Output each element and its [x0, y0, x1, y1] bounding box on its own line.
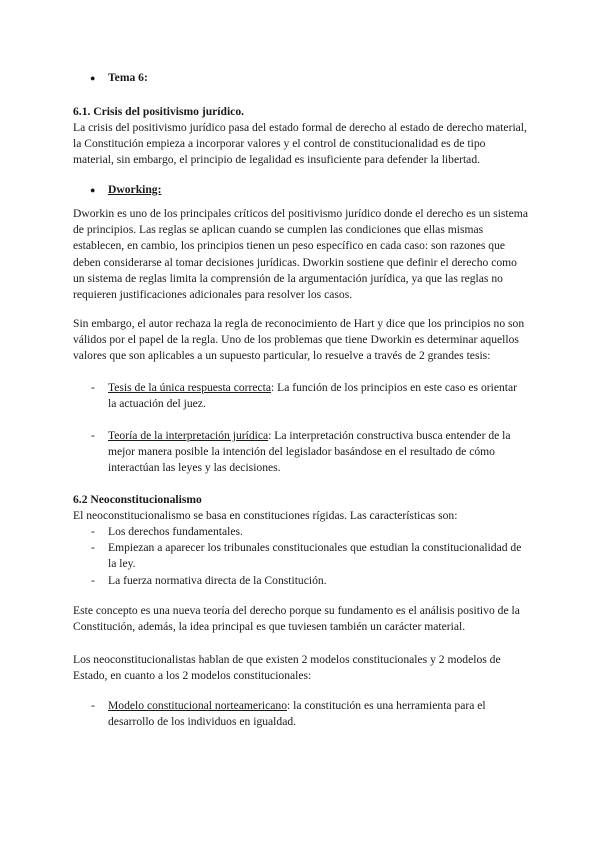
bullet-icon: ●	[90, 185, 96, 195]
section-6-2-intro: El neoconstitucionalismo se basa en constituciones rígidas. Las características son:	[73, 509, 458, 522]
section-6-2-paragraph-1: Este concepto es una nueva teoría del derecho porque su fundamento es el análisis positivo de la Constitución, además, la idea principal es que tuviesen también un carácter material.	[73, 604, 520, 634]
dworking-paragraph-2: Sin embargo, el autor rechaza la regla de reconocimiento de Hart y dice que los principios no son válidos por el papel de la regla. Uno de los problemas que tiene Dworkin es determinar aquellos valores que son aplicables a un supuesto particular, lo resuelve a través de 2 grandes tesis:	[73, 317, 525, 363]
bullet-icon: ●	[90, 73, 96, 83]
list-item: - Empiezan a aparecer los tribunales constitucionales que estudian la constitucionalidad de la ley.	[73, 540, 528, 572]
modelo-text: : la constitución es una herramienta para el desarrollo de los individuos en igualdad.	[108, 699, 486, 729]
list-item: - Los derechos fundamentales.	[73, 524, 528, 540]
section-6-1-body: La crisis del positivismo jurídico pasa del estado formal de derecho al estado de derecho material, la Constitución empieza a incorporar valores y el control de constitucionalidad es de tipo material, sin embargo, el principio de legalidad es insuficiente para defender la libertad.	[73, 121, 527, 167]
list-item	[73, 380, 528, 412]
dworking-paragraph-1: Dworkin es uno de los principales críticos del positivismo jurídico donde el derecho es un sistema de principios. Las reglas se aplican cuando se cumplen las condiciones que ellas mismas establecen, en cambio, los principios tienen un peso específico en cada caso: son razones que deben considerarse al tomar decisiones jurídicas. Dworkin sostiene que definir el derecho como un sistema de reglas limita la comprensión de la argumentación jurídica, ya que las reglas no requieren justificaciones adicionales para resolver los casos.	[73, 207, 528, 302]
tesis-term: Tesis de la única respuesta correcta	[108, 381, 272, 394]
tema-label: Tema 6:	[108, 71, 148, 84]
tesis-text: : La interpretación constructiva busca entender de la mejor manera posible la intención del legislador basándose en el resultado de cómo interactúan las leyes y las decisiones.	[108, 429, 511, 475]
modelo-term: Modelo constitucional norteamericano	[108, 699, 288, 712]
modelo-list	[73, 698, 528, 730]
tesis-text: : La función de los principios en este caso es orientar la actuación del juez.	[108, 381, 517, 411]
tesis-list	[73, 380, 528, 412]
section-6-2-paragraph-2: Los neoconstitucionalistas hablan de que existen 2 modelos constitucionales y 2 modelos de Estado, en cuanto a los 2 modelos constitucionales:	[73, 653, 501, 683]
characteristics-list	[73, 524, 528, 589]
section-6-1-title: 6.1. Crisis del positivismo jurídico.	[73, 105, 245, 118]
list-item: - La fuerza normativa directa de la Constitución.	[73, 573, 528, 589]
list-item	[73, 428, 528, 477]
tesis-list-2	[73, 428, 528, 477]
tesis-term: Teoría de la interpretación jurídica	[108, 429, 269, 442]
list-item	[73, 698, 528, 730]
section-6-2-title: 6.2 Neoconstitucionalismo	[73, 493, 202, 506]
dworking-label: Dworking:	[108, 183, 162, 196]
